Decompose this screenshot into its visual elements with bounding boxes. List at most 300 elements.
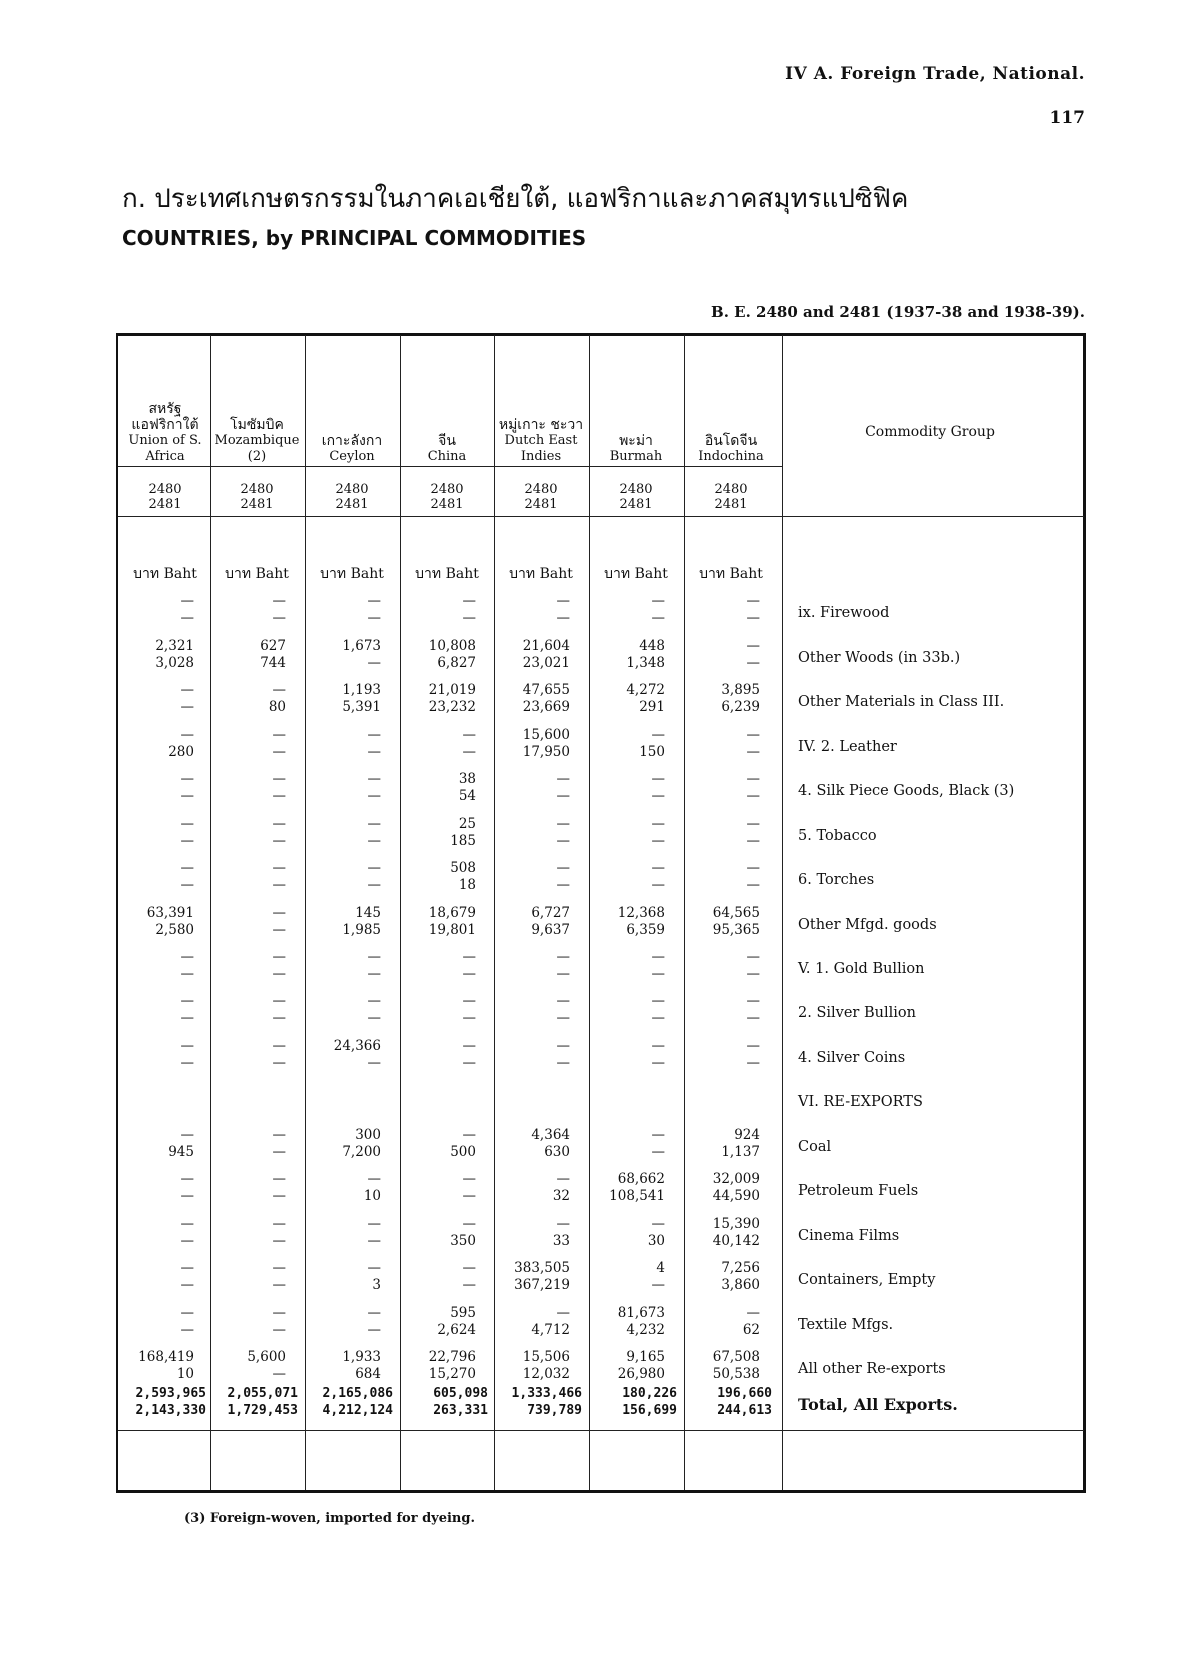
value-cell: — [180, 1188, 194, 1204]
value-cell: — [746, 816, 760, 832]
value-cell: — [180, 788, 194, 804]
value-cell: 150 [639, 744, 665, 760]
value-cell: — [462, 949, 476, 965]
commodity-group-header: Commodity Group [865, 424, 995, 440]
value-cell: — [462, 610, 476, 626]
value-cell: — [272, 860, 286, 876]
value-cell: 21,604 [522, 638, 570, 654]
value-cell: 25 [458, 816, 476, 832]
value-cell: 630 [544, 1144, 570, 1160]
value-cell: 1,933 [342, 1349, 381, 1365]
value-cell: — [651, 877, 665, 893]
value-cell: 80 [268, 699, 286, 715]
value-cell: 23,669 [522, 699, 570, 715]
year-a: 2480 [619, 482, 653, 497]
value-cell: — [746, 771, 760, 787]
value-cell: — [367, 949, 381, 965]
value-cell: 4,364 [531, 1127, 570, 1143]
value-cell: — [462, 593, 476, 609]
column-header-english: Mozambique (2) [214, 433, 300, 464]
value-cell: — [272, 1010, 286, 1026]
value-cell: — [272, 1216, 286, 1232]
value-cell: — [272, 1322, 286, 1338]
row-label: Other Materials in Class III. [798, 694, 1005, 710]
value-cell: — [367, 1305, 381, 1321]
value-cell: — [272, 1055, 286, 1071]
value-cell: — [651, 1038, 665, 1054]
column-header-thai: พะม่า [619, 433, 653, 449]
value-cell: — [556, 1305, 570, 1321]
unit-label: บาท Baht [509, 566, 573, 582]
value-cell: — [272, 816, 286, 832]
row-label: Containers, Empty [798, 1272, 936, 1288]
year-b: 2481 [714, 497, 748, 512]
value-cell: — [556, 993, 570, 1009]
value-cell: — [651, 833, 665, 849]
value-cell: 10 [176, 1366, 194, 1382]
value-cell: 62 [742, 1322, 760, 1338]
value-cell: — [367, 816, 381, 832]
value-cell: — [556, 833, 570, 849]
total-value: 739,789 [527, 1403, 582, 1418]
value-cell: 945 [168, 1144, 194, 1160]
column-header-thai: เกาะลังกา [321, 433, 383, 449]
value-cell: 81,673 [617, 1305, 665, 1321]
column-header-english: China [427, 449, 467, 464]
unit-label: บาท Baht [133, 566, 197, 582]
year-b: 2481 [430, 497, 464, 512]
value-cell: 3,860 [721, 1277, 760, 1293]
value-cell: — [180, 682, 194, 698]
column-header [400, 345, 494, 465]
value-cell: 6,727 [531, 905, 570, 921]
total-value: 263,331 [433, 1403, 488, 1418]
value-cell: — [272, 744, 286, 760]
column-header-thai: อินโดจีน [704, 433, 758, 449]
value-cell: — [180, 816, 194, 832]
value-cell: — [651, 993, 665, 1009]
year-b: 2481 [335, 497, 369, 512]
value-cell: 15,390 [712, 1216, 760, 1232]
value-cell: — [367, 744, 381, 760]
value-cell: 10 [363, 1188, 381, 1204]
value-cell: 15,270 [428, 1366, 476, 1382]
total-value: 2,593,965 [135, 1386, 206, 1401]
year-a: 2480 [430, 482, 464, 497]
year-a: 2480 [524, 482, 558, 497]
total-value: 2,143,330 [135, 1403, 206, 1418]
total-value: 1,333,466 [511, 1386, 582, 1401]
year-b: 2481 [524, 497, 558, 512]
value-cell: — [651, 966, 665, 982]
year-a: 2480 [714, 482, 748, 497]
total-rule [118, 1430, 1084, 1431]
value-cell: 1,985 [342, 922, 381, 938]
value-cell: 508 [450, 860, 476, 876]
column-header [589, 345, 683, 465]
unit-label: บาท Baht [699, 566, 763, 582]
value-cell: — [746, 860, 760, 876]
value-cell: — [746, 833, 760, 849]
value-cell: — [272, 1366, 286, 1382]
value-cell: 1,348 [626, 655, 665, 671]
value-cell: 32 [552, 1188, 570, 1204]
year-a: 2480 [240, 482, 274, 497]
value-cell: 4,232 [626, 1322, 665, 1338]
column-header [684, 345, 778, 465]
value-cell: — [180, 949, 194, 965]
value-cell: 108,541 [609, 1188, 665, 1204]
value-cell: 4,272 [626, 682, 665, 698]
page-number: 117 [1049, 108, 1085, 128]
footnote: (3) Foreign-woven, imported for dyeing. [184, 1511, 476, 1526]
value-cell: — [746, 1010, 760, 1026]
value-cell: — [367, 1055, 381, 1071]
value-cell: — [367, 593, 381, 609]
value-cell: — [180, 1216, 194, 1232]
value-cell: — [651, 1216, 665, 1232]
year-labels [589, 482, 683, 512]
value-cell: 54 [458, 788, 476, 804]
value-cell: — [746, 949, 760, 965]
value-cell: — [272, 788, 286, 804]
value-cell: 38 [458, 771, 476, 787]
value-cell: — [180, 1322, 194, 1338]
column-header [305, 345, 399, 465]
value-cell: 367,219 [514, 1277, 570, 1293]
value-cell: — [272, 993, 286, 1009]
row-label: Coal [798, 1139, 832, 1155]
row-label: 4. Silver Coins [798, 1050, 906, 1066]
total-value: 1,729,453 [227, 1403, 298, 1418]
unit-label: บาท Baht [320, 566, 384, 582]
value-cell: — [556, 877, 570, 893]
value-cell: — [462, 744, 476, 760]
value-cell: — [272, 877, 286, 893]
year-b: 2481 [619, 497, 653, 512]
value-cell: — [651, 1127, 665, 1143]
value-cell: 185 [450, 833, 476, 849]
value-cell: — [746, 993, 760, 1009]
value-cell: — [556, 860, 570, 876]
value-cell: — [180, 593, 194, 609]
value-cell: 47,655 [522, 682, 570, 698]
value-cell: 4 [656, 1260, 665, 1276]
value-cell: — [180, 1171, 194, 1187]
value-cell: — [272, 1171, 286, 1187]
value-cell: 1,193 [342, 682, 381, 698]
value-cell: — [651, 816, 665, 832]
value-cell: — [651, 610, 665, 626]
value-cell: — [746, 593, 760, 609]
value-cell: — [180, 1305, 194, 1321]
value-cell: — [180, 860, 194, 876]
value-cell: 15,600 [522, 727, 570, 743]
value-cell: — [367, 877, 381, 893]
value-cell: 5,391 [342, 699, 381, 715]
value-cell: — [651, 1144, 665, 1160]
row-label: IV. 2. Leather [798, 739, 897, 755]
value-cell: 12,032 [522, 1366, 570, 1382]
row-label: V. 1. Gold Bullion [798, 961, 925, 977]
value-cell: — [651, 1277, 665, 1293]
year-a: 2480 [148, 482, 182, 497]
value-cell: — [651, 1055, 665, 1071]
value-cell: — [651, 788, 665, 804]
value-cell: — [367, 610, 381, 626]
row-label: VI. RE-EXPORTS [798, 1094, 923, 1110]
value-cell: 448 [639, 638, 665, 654]
value-cell: 7,200 [342, 1144, 381, 1160]
value-cell: — [556, 771, 570, 787]
value-cell: — [367, 1010, 381, 1026]
value-cell: — [556, 1216, 570, 1232]
value-cell: — [746, 638, 760, 654]
value-cell: 24,366 [333, 1038, 381, 1054]
value-cell: — [272, 905, 286, 921]
column-header-english: Union of S. Africa [128, 433, 202, 464]
value-cell: — [367, 1260, 381, 1276]
row-label: 4. Silk Piece Goods, Black (3) [798, 783, 1015, 799]
value-cell: — [367, 727, 381, 743]
value-cell: — [180, 1260, 194, 1276]
value-cell: 5,600 [247, 1349, 286, 1365]
total-value: 2,165,086 [322, 1386, 393, 1401]
value-cell: — [272, 1188, 286, 1204]
value-cell: — [180, 993, 194, 1009]
value-cell: — [367, 833, 381, 849]
column-rule [782, 335, 783, 1490]
value-cell: — [367, 788, 381, 804]
year-labels [400, 482, 494, 512]
value-cell: 40,142 [712, 1233, 760, 1249]
value-cell: 3,895 [721, 682, 760, 698]
value-cell: 2,580 [155, 922, 194, 938]
value-cell: 64,565 [712, 905, 760, 921]
column-header-thai: หมู่เกาะ ชะวา [498, 417, 584, 433]
row-label: Petroleum Fuels [798, 1183, 919, 1199]
value-cell: — [180, 1277, 194, 1293]
value-cell: 6,827 [437, 655, 476, 671]
value-cell: 12,368 [617, 905, 665, 921]
row-label: Other Woods (in 33b.) [798, 650, 961, 666]
value-cell: 68,662 [617, 1171, 665, 1187]
value-cell: 300 [355, 1127, 381, 1143]
value-cell: 9,637 [531, 922, 570, 938]
column-header-thai: สหรัฐ แอฟริกาใต้ [131, 401, 199, 433]
value-cell: — [651, 593, 665, 609]
value-cell: — [746, 655, 760, 671]
value-cell: — [272, 682, 286, 698]
value-cell: — [462, 1010, 476, 1026]
value-cell: — [556, 788, 570, 804]
value-cell: — [462, 1188, 476, 1204]
value-cell: — [272, 1305, 286, 1321]
header-rule [118, 466, 782, 467]
value-cell: — [556, 949, 570, 965]
column-header-english: Indochina [698, 449, 764, 464]
value-cell: 19,801 [428, 922, 476, 938]
year-b: 2481 [148, 497, 182, 512]
value-cell: — [746, 788, 760, 804]
value-cell: 2,624 [437, 1322, 476, 1338]
value-cell: — [272, 1260, 286, 1276]
value-cell: — [272, 1127, 286, 1143]
value-cell: 4,712 [531, 1322, 570, 1338]
value-cell: — [272, 966, 286, 982]
value-cell: — [367, 993, 381, 1009]
value-cell: — [367, 966, 381, 982]
value-cell: — [462, 1171, 476, 1187]
header-rule [118, 516, 1084, 517]
value-cell: — [272, 593, 286, 609]
total-value: 180,226 [622, 1386, 677, 1401]
value-cell: 18 [458, 877, 476, 893]
total-value: 244,613 [717, 1403, 772, 1418]
row-label: 2. Silver Bullion [798, 1005, 916, 1021]
value-cell: 50,538 [712, 1366, 760, 1382]
value-cell: — [367, 771, 381, 787]
value-cell: 67,508 [712, 1349, 760, 1365]
value-cell: — [651, 771, 665, 787]
value-cell: — [272, 1277, 286, 1293]
row-label: Other Mfgd. goods [798, 917, 937, 933]
value-cell: — [367, 1171, 381, 1187]
value-cell: — [746, 1305, 760, 1321]
value-cell: — [272, 727, 286, 743]
value-cell: 63,391 [146, 905, 194, 921]
total-value: 2,055,071 [227, 1386, 298, 1401]
title-thai: ก. ประเทศเกษตรกรรมในภาคเอเชียใต้, แอฟริกาและภาคสมุทรแปซิฟิค [122, 184, 909, 214]
value-cell: — [556, 1171, 570, 1187]
column-header-english: Burmah [609, 449, 663, 464]
total-label: Total, All Exports. [798, 1395, 958, 1414]
row-label: 5. Tobacco [798, 828, 877, 844]
value-cell: — [462, 966, 476, 982]
value-cell: — [180, 1038, 194, 1054]
value-cell: — [367, 1233, 381, 1249]
year-b: 2481 [240, 497, 274, 512]
value-cell: — [462, 1127, 476, 1143]
value-cell: — [367, 1216, 381, 1232]
table-period-subtitle: B. E. 2480 and 2481 (1937-38 and 1938-39). [711, 303, 1085, 321]
value-cell: 1,137 [721, 1144, 760, 1160]
value-cell: 9,165 [626, 1349, 665, 1365]
value-cell: 30 [647, 1233, 665, 1249]
value-cell: — [746, 610, 760, 626]
value-cell: 6,239 [721, 699, 760, 715]
row-label: ix. Firewood [798, 605, 890, 621]
value-cell: — [556, 610, 570, 626]
value-cell: — [272, 1144, 286, 1160]
value-cell: — [746, 966, 760, 982]
value-cell: 21,019 [428, 682, 476, 698]
value-cell: — [746, 1038, 760, 1054]
value-cell: — [180, 610, 194, 626]
value-cell: — [180, 1233, 194, 1249]
value-cell: 383,505 [514, 1260, 570, 1276]
value-cell: 10,808 [428, 638, 476, 654]
value-cell: — [180, 1127, 194, 1143]
column-header [210, 345, 304, 465]
value-cell: 15,506 [522, 1349, 570, 1365]
value-cell: — [272, 833, 286, 849]
value-cell: — [367, 860, 381, 876]
value-cell: 32,009 [712, 1171, 760, 1187]
value-cell: 95,365 [712, 922, 760, 938]
value-cell: 18,679 [428, 905, 476, 921]
value-cell: — [462, 727, 476, 743]
running-head: IV A. Foreign Trade, National. [785, 64, 1085, 84]
total-value: 605,098 [433, 1386, 488, 1401]
value-cell: 291 [639, 699, 665, 715]
value-cell: — [180, 966, 194, 982]
value-cell: — [462, 1038, 476, 1054]
value-cell: — [180, 877, 194, 893]
year-labels [494, 482, 588, 512]
value-cell: 744 [260, 655, 286, 671]
value-cell: — [462, 1055, 476, 1071]
value-cell: 23,232 [428, 699, 476, 715]
value-cell: 924 [734, 1127, 760, 1143]
row-label: Cinema Films [798, 1228, 900, 1244]
value-cell: 7,256 [721, 1260, 760, 1276]
value-cell: 44,590 [712, 1188, 760, 1204]
value-cell: — [462, 1277, 476, 1293]
value-cell: 22,796 [428, 1349, 476, 1365]
value-cell: 595 [450, 1305, 476, 1321]
value-cell: — [651, 860, 665, 876]
value-cell: — [367, 655, 381, 671]
value-cell: — [272, 1233, 286, 1249]
value-cell: — [462, 1260, 476, 1276]
value-cell: 17,950 [522, 744, 570, 760]
value-cell: — [556, 1055, 570, 1071]
value-cell: 1,673 [342, 638, 381, 654]
title-english: COUNTRIES, by PRINCIPAL COMMODITIES [122, 226, 587, 250]
unit-label: บาท Baht [604, 566, 668, 582]
value-cell: — [180, 833, 194, 849]
year-labels [305, 482, 399, 512]
year-labels [684, 482, 778, 512]
value-cell: — [180, 727, 194, 743]
value-cell: 23,021 [522, 655, 570, 671]
value-cell: — [272, 1038, 286, 1054]
year-labels [118, 482, 212, 512]
value-cell: — [651, 727, 665, 743]
value-cell: — [746, 727, 760, 743]
unit-label: บาท Baht [415, 566, 479, 582]
value-cell: — [180, 1010, 194, 1026]
value-cell: 500 [450, 1144, 476, 1160]
value-cell: 26,980 [617, 1366, 665, 1382]
value-cell: — [651, 949, 665, 965]
value-cell: — [180, 771, 194, 787]
value-cell: — [462, 1216, 476, 1232]
value-cell: 145 [355, 905, 381, 921]
row-label: Textile Mfgs. [798, 1317, 894, 1333]
value-cell: — [746, 1055, 760, 1071]
value-cell: — [651, 1010, 665, 1026]
row-label: All other Re-exports [798, 1361, 946, 1377]
value-cell: — [556, 1010, 570, 1026]
value-cell: 280 [168, 744, 194, 760]
column-header-thai: โมซัมบิค [230, 417, 284, 433]
value-cell: — [556, 593, 570, 609]
row-label: 6. Torches [798, 872, 875, 888]
column-header-english: Dutch East Indies [504, 433, 578, 464]
value-cell: — [556, 966, 570, 982]
